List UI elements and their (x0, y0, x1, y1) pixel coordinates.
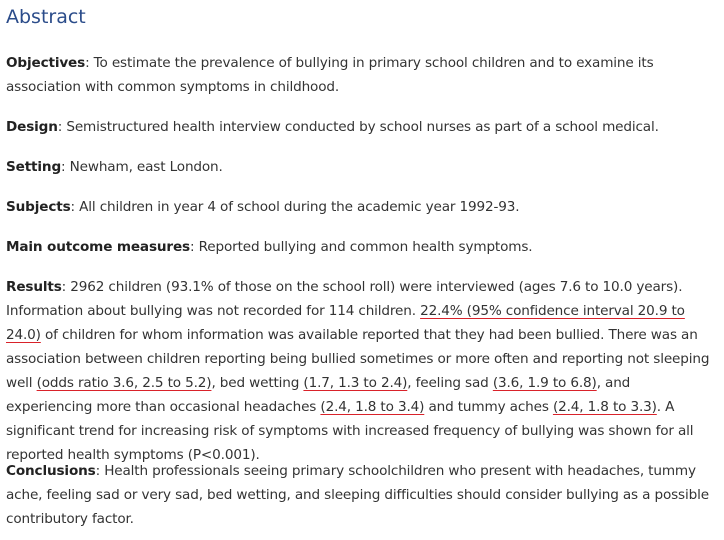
feeling-sad-ratio-link[interactable]: (3.6, 1.9 to 6.8) (492, 375, 597, 391)
setting-paragraph (6, 155, 718, 179)
outcome-label: Main outcome measures (6, 239, 190, 255)
conclusions-paragraph (6, 459, 718, 531)
design-text: : Semistructured health interview conducted by school nurses as part of a school medical. (57, 119, 659, 135)
objectives-text: : To estimate the prevalence of bullying in primary school children and to examine its association with common symptoms in childhood. (6, 55, 654, 95)
abstract-heading: Abstract (6, 6, 86, 28)
results-text-4: , feeling sad (407, 375, 493, 391)
subjects-paragraph (6, 195, 718, 219)
design-paragraph (6, 115, 718, 139)
sleep-odds-ratio-link[interactable]: (odds ratio 3.6, 2.5 to 5.2) (36, 375, 212, 391)
results-text-3: , bed wetting (211, 375, 304, 391)
conclusions-text: : Health professionals seeing primary schoolchildren who present with headaches, tummy ache, feeling sad or very sad, bed wetting, and sleeping difficulties should consider bullying as a possible contributory factor. (6, 463, 709, 527)
bed-wetting-ratio-link[interactable]: (1.7, 1.3 to 2.4) (303, 375, 408, 391)
prevalence-ci-link[interactable]: 22.4% (95% confidence interval 20.9 to 24.0) (6, 303, 685, 343)
results-text-7: . A significant trend for increasing risk of symptoms with increased frequency of bullying was shown for all reported health symptoms (P<0.001). (6, 399, 694, 463)
design-label: Design (6, 119, 58, 135)
outcome-paragraph (6, 235, 718, 259)
results-paragraph (6, 275, 718, 467)
headaches-ratio-link[interactable]: (2.4, 1.8 to 3.4) (320, 399, 425, 415)
objectives-paragraph (6, 51, 718, 99)
tummy-aches-ratio-link[interactable]: (2.4, 1.8 to 3.3) (552, 399, 657, 415)
setting-text: : Newham, east London. (61, 159, 223, 175)
results-label: Results (6, 279, 62, 295)
subjects-label: Subjects (6, 199, 71, 215)
results-text-6: and tummy aches (424, 399, 553, 415)
results-text-2: of children for whom information was available reported that they had been bullied. There was an association between children reporting being bullied sometimes or more often and reporting not sleeping well (6, 327, 710, 391)
setting-label: Setting (6, 159, 62, 175)
outcome-text: : Reported bullying and common health symptoms. (190, 239, 533, 255)
conclusions-label: Conclusions (6, 463, 96, 479)
results-text-5: , and experiencing more than occasional headaches (6, 375, 631, 415)
objectives-label: Objectives (6, 55, 86, 71)
results-text-1: : 2962 children (93.1% of those on the school roll) were interviewed (ages 7.6 to 10.0 years). Information about bullying was not recorded for 114 children. (6, 279, 683, 319)
subjects-text: : All children in year 4 of school during the academic year 1992-93. (70, 199, 520, 215)
